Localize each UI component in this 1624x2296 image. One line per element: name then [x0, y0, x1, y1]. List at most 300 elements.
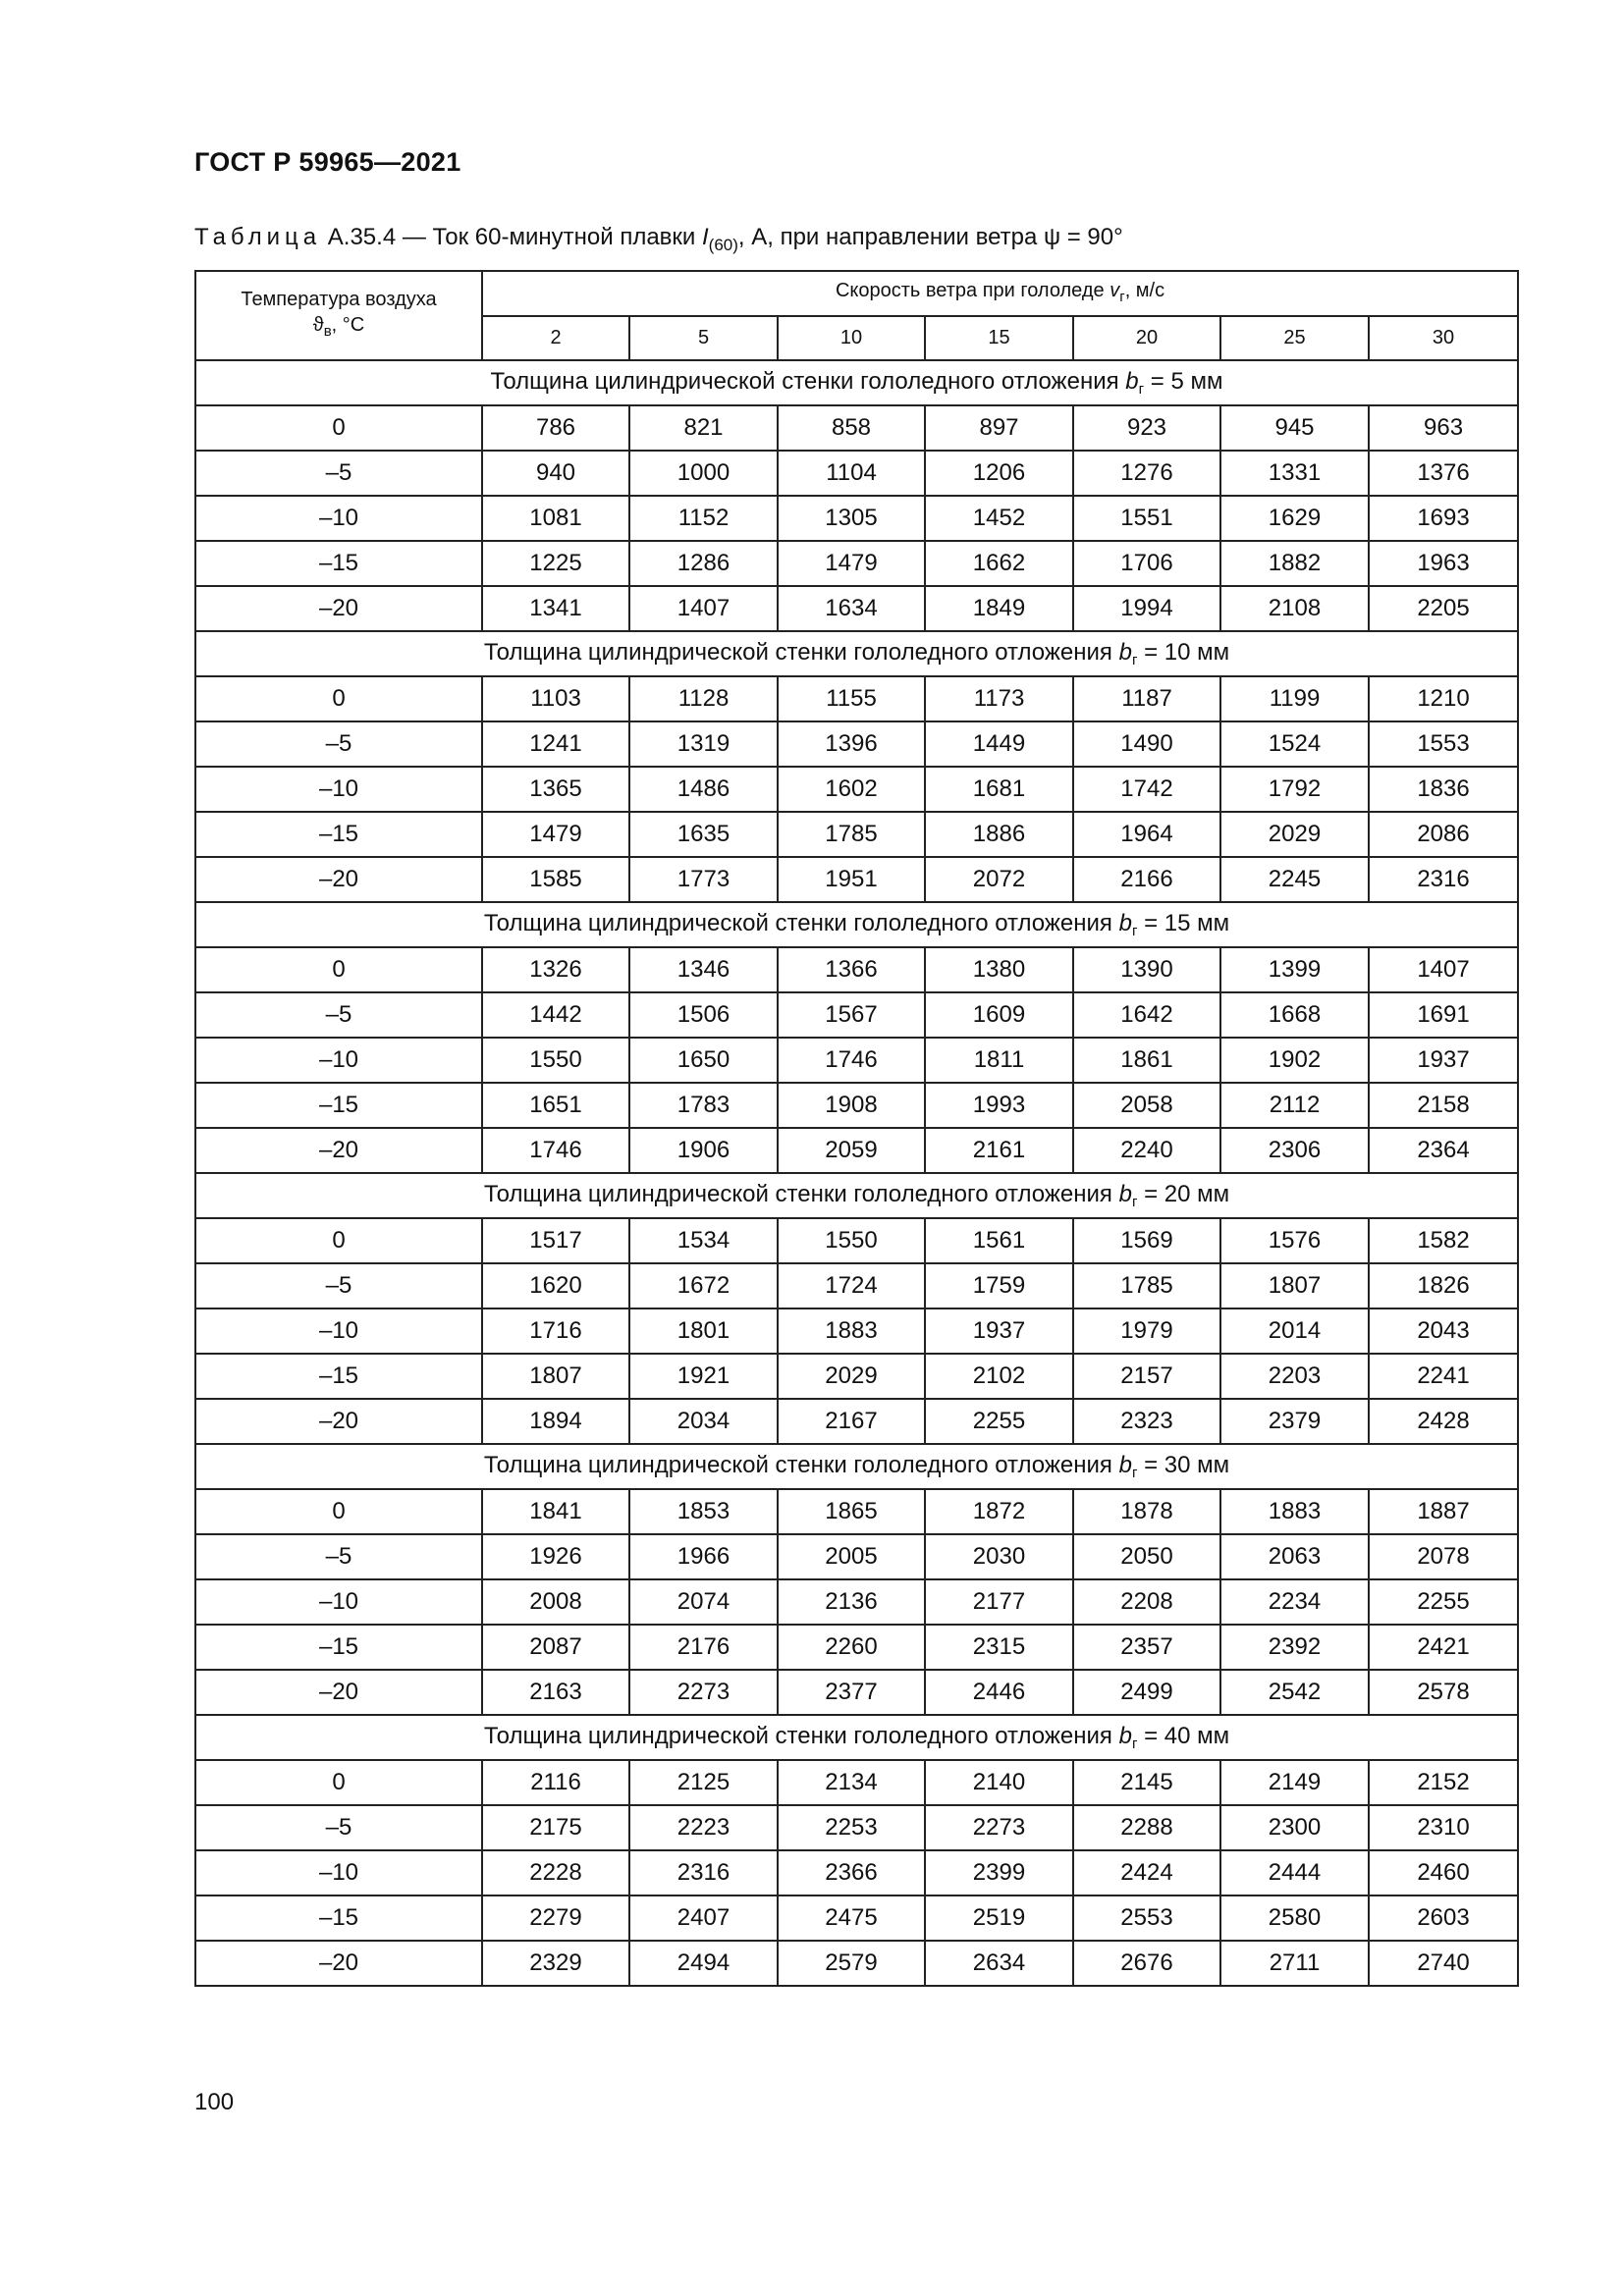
section-thickness-value: = 10 мм	[1137, 639, 1230, 666]
temperature-cell: –20	[195, 1670, 482, 1715]
current-value-cell: 2177	[925, 1579, 1073, 1625]
caption-text-after: , А, при направлении ветра ψ = 90°	[737, 224, 1123, 250]
current-value-cell: 1103	[482, 676, 629, 721]
current-value-cell: 1966	[629, 1534, 778, 1579]
current-value-cell: 2043	[1369, 1308, 1518, 1354]
current-value-cell: 1964	[1073, 812, 1220, 857]
section-thickness-symbol: b	[1118, 1181, 1132, 1207]
current-value-cell: 2578	[1369, 1670, 1518, 1715]
temperature-cell: –10	[195, 1850, 482, 1896]
current-value-cell: 897	[925, 405, 1073, 451]
caption-current-symbol: I	[702, 224, 709, 250]
document-code: ГОСТ Р 59965—2021	[194, 147, 461, 177]
current-value-cell: 1926	[482, 1534, 629, 1579]
current-value-cell: 2030	[925, 1534, 1073, 1579]
current-value-cell: 786	[482, 405, 629, 451]
current-value-cell: 2316	[1369, 857, 1518, 902]
current-value-cell: 1155	[778, 676, 925, 721]
current-value-cell: 1693	[1369, 496, 1518, 541]
wind-speed-unit: , м/с	[1124, 279, 1165, 301]
table-row	[195, 1308, 1518, 1354]
current-value-cell: 2034	[629, 1399, 778, 1444]
table-row	[195, 676, 1518, 721]
current-value-cell: 1706	[1073, 541, 1220, 586]
current-value-cell: 1479	[778, 541, 925, 586]
current-value-cell: 2136	[778, 1579, 925, 1625]
current-value-cell: 2074	[629, 1579, 778, 1625]
current-value-cell: 1849	[925, 586, 1073, 631]
current-value-cell: 2234	[1220, 1579, 1369, 1625]
section-header-label: Толщина цилиндрической стенки гололедного отложения	[483, 1723, 1119, 1749]
current-value-cell: 2519	[925, 1896, 1073, 1941]
wind-speed-column-header: 30	[1369, 316, 1518, 360]
current-value-cell: 2323	[1073, 1399, 1220, 1444]
current-value-cell: 2125	[629, 1760, 778, 1805]
section-header-label: Толщина цилиндрической стенки гололедного отложения	[483, 1452, 1119, 1478]
current-value-cell: 2315	[925, 1625, 1073, 1670]
current-value-cell: 1366	[778, 947, 925, 992]
current-value-cell: 1963	[1369, 541, 1518, 586]
current-value-cell: 1582	[1369, 1218, 1518, 1263]
temperature-symbol: ϑ	[312, 314, 324, 336]
current-value-cell: 1629	[1220, 496, 1369, 541]
wind-speed-column-header: 25	[1220, 316, 1369, 360]
current-value-cell: 2634	[925, 1941, 1073, 1986]
current-value-cell: 2329	[482, 1941, 629, 1986]
current-value-cell: 1550	[778, 1218, 925, 1263]
current-value-cell: 2108	[1220, 586, 1369, 631]
section-header-row	[195, 360, 1518, 405]
current-value-cell: 1210	[1369, 676, 1518, 721]
current-value-cell: 1452	[925, 496, 1073, 541]
current-value-cell: 2228	[482, 1850, 629, 1896]
section-thickness-value: = 20 мм	[1137, 1181, 1230, 1207]
current-value-cell: 2273	[629, 1670, 778, 1715]
section-thickness-symbol: b	[1125, 368, 1139, 395]
current-value-cell: 2255	[1369, 1579, 1518, 1625]
current-value-cell: 2711	[1220, 1941, 1369, 1986]
current-value-cell: 2542	[1220, 1670, 1369, 1715]
current-value-cell: 1742	[1073, 767, 1220, 812]
section-thickness-subscript: г	[1131, 923, 1138, 939]
current-value-cell: 1490	[1073, 721, 1220, 767]
current-value-cell: 1681	[925, 767, 1073, 812]
table-row	[195, 1489, 1518, 1534]
current-value-cell: 1517	[482, 1218, 629, 1263]
current-value-cell: 1376	[1369, 451, 1518, 496]
current-value-cell: 2166	[1073, 857, 1220, 902]
table-row	[195, 1534, 1518, 1579]
current-value-cell: 1486	[629, 767, 778, 812]
current-value-cell: 2161	[925, 1128, 1073, 1173]
wind-speed-symbol: v	[1110, 279, 1120, 301]
current-value-cell: 1759	[925, 1263, 1073, 1308]
current-value-cell: 2428	[1369, 1399, 1518, 1444]
current-value-cell: 2357	[1073, 1625, 1220, 1670]
current-value-cell: 2086	[1369, 812, 1518, 857]
current-value-cell: 2494	[629, 1941, 778, 1986]
current-value-cell: 2499	[1073, 1670, 1220, 1715]
current-value-cell: 945	[1220, 405, 1369, 451]
wind-speed-column-header: 5	[629, 316, 778, 360]
wind-speed-header-label: Скорость ветра при гололеде	[835, 279, 1110, 301]
table-row	[195, 1083, 1518, 1128]
current-value-cell: 2005	[778, 1534, 925, 1579]
current-value-cell: 1569	[1073, 1218, 1220, 1263]
current-value-cell: 1319	[629, 721, 778, 767]
current-value-cell: 2279	[482, 1896, 629, 1941]
current-value-cell: 1550	[482, 1038, 629, 1083]
current-value-cell: 2157	[1073, 1354, 1220, 1399]
table-row	[195, 1354, 1518, 1399]
wind-speed-column-header: 10	[778, 316, 925, 360]
caption-label: Таблица	[194, 224, 322, 250]
current-value-cell: 1173	[925, 676, 1073, 721]
table-row	[195, 405, 1518, 451]
temperature-cell: –20	[195, 586, 482, 631]
section-thickness-symbol: b	[1118, 639, 1132, 666]
temperature-cell: –10	[195, 767, 482, 812]
wind-speed-column-header: 2	[482, 316, 629, 360]
temperature-cell: 0	[195, 1218, 482, 1263]
current-value-cell: 2208	[1073, 1579, 1220, 1625]
current-value-cell: 2306	[1220, 1128, 1369, 1173]
table-row	[195, 857, 1518, 902]
section-header	[195, 360, 1518, 405]
current-value-cell: 1746	[778, 1038, 925, 1083]
current-value-cell: 2579	[778, 1941, 925, 1986]
section-header-row	[195, 902, 1518, 947]
current-value-cell: 2240	[1073, 1128, 1220, 1173]
current-value-cell: 1716	[482, 1308, 629, 1354]
table-row	[195, 812, 1518, 857]
table-row	[195, 1850, 1518, 1896]
current-value-cell: 1668	[1220, 992, 1369, 1038]
current-table	[194, 270, 1519, 1987]
current-value-cell: 1000	[629, 451, 778, 496]
current-value-cell: 1576	[1220, 1218, 1369, 1263]
section-header-label: Толщина цилиндрической стенки гололедного отложения	[483, 639, 1119, 666]
current-value-cell: 1807	[482, 1354, 629, 1399]
section-header-row	[195, 1444, 1518, 1489]
current-value-cell: 1872	[925, 1489, 1073, 1534]
current-value-cell: 1841	[482, 1489, 629, 1534]
current-value-cell: 2676	[1073, 1941, 1220, 1986]
temperature-cell: –5	[195, 1534, 482, 1579]
current-value-cell: 1853	[629, 1489, 778, 1534]
current-value-cell: 1407	[1369, 947, 1518, 992]
current-value-cell: 2163	[482, 1670, 629, 1715]
temperature-cell: –10	[195, 1579, 482, 1625]
current-value-cell: 1951	[778, 857, 925, 902]
current-value-cell: 1553	[1369, 721, 1518, 767]
section-thickness-value: = 15 мм	[1137, 910, 1230, 936]
current-value-cell: 1326	[482, 947, 629, 992]
current-value-cell: 1937	[1369, 1038, 1518, 1083]
temperature-cell: –10	[195, 1038, 482, 1083]
table-row	[195, 1941, 1518, 1986]
current-value-cell: 2008	[482, 1579, 629, 1625]
current-value-cell: 2087	[482, 1625, 629, 1670]
current-value-cell: 1807	[1220, 1263, 1369, 1308]
current-value-cell: 2176	[629, 1625, 778, 1670]
current-value-cell: 1792	[1220, 767, 1369, 812]
current-value-cell: 1662	[925, 541, 1073, 586]
current-value-cell: 1620	[482, 1263, 629, 1308]
current-value-cell: 1609	[925, 992, 1073, 1038]
current-value-cell: 2273	[925, 1805, 1073, 1850]
current-value-cell: 2460	[1369, 1850, 1518, 1896]
current-value-cell: 1104	[778, 451, 925, 496]
current-value-cell: 2580	[1220, 1896, 1369, 1941]
temperature-cell: –5	[195, 1263, 482, 1308]
section-header	[195, 1173, 1518, 1218]
current-value-cell: 2392	[1220, 1625, 1369, 1670]
current-value-cell: 2553	[1073, 1896, 1220, 1941]
temperature-cell: –10	[195, 496, 482, 541]
temperature-unit: , °С	[331, 314, 365, 336]
current-value-cell: 1635	[629, 812, 778, 857]
current-value-cell: 1811	[925, 1038, 1073, 1083]
current-value-cell: 1882	[1220, 541, 1369, 586]
current-value-cell: 1906	[629, 1128, 778, 1173]
current-value-cell: 2399	[925, 1850, 1073, 1896]
current-value-cell: 1634	[778, 586, 925, 631]
section-header-row	[195, 1173, 1518, 1218]
table-row	[195, 541, 1518, 586]
table-row	[195, 1760, 1518, 1805]
current-value-cell: 2167	[778, 1399, 925, 1444]
current-value-cell: 1650	[629, 1038, 778, 1083]
section-header	[195, 902, 1518, 947]
wind-speed-column-header: 15	[925, 316, 1073, 360]
temperature-cell: –15	[195, 1354, 482, 1399]
current-value-cell: 1886	[925, 812, 1073, 857]
current-value-cell: 1346	[629, 947, 778, 992]
current-value-cell: 1878	[1073, 1489, 1220, 1534]
section-thickness-value: = 40 мм	[1137, 1723, 1230, 1749]
current-value-cell: 1887	[1369, 1489, 1518, 1534]
wind-speed-column-header: 20	[1073, 316, 1220, 360]
current-value-cell: 2078	[1369, 1534, 1518, 1579]
temperature-symbol-subscript: в	[323, 323, 332, 340]
current-value-cell: 1152	[629, 496, 778, 541]
section-thickness-value: = 30 мм	[1137, 1452, 1230, 1478]
temperature-cell: –5	[195, 451, 482, 496]
current-value-cell: 1341	[482, 586, 629, 631]
current-value-cell: 2253	[778, 1805, 925, 1850]
current-value-cell: 2072	[925, 857, 1073, 902]
current-value-cell: 2260	[778, 1625, 925, 1670]
current-value-cell: 2205	[1369, 586, 1518, 631]
current-value-cell: 1206	[925, 451, 1073, 496]
temperature-cell: –20	[195, 1941, 482, 1986]
section-header-row	[195, 631, 1518, 676]
table-row	[195, 767, 1518, 812]
current-value-cell: 2158	[1369, 1083, 1518, 1128]
table-row	[195, 1218, 1518, 1263]
temperature-cell: –15	[195, 1083, 482, 1128]
current-value-cell: 1561	[925, 1218, 1073, 1263]
current-value-cell: 2379	[1220, 1399, 1369, 1444]
table-row	[195, 496, 1518, 541]
current-value-cell: 1921	[629, 1354, 778, 1399]
current-value-cell: 1836	[1369, 767, 1518, 812]
current-value-cell: 2740	[1369, 1941, 1518, 1986]
temperature-cell: 0	[195, 947, 482, 992]
current-value-cell: 1199	[1220, 676, 1369, 721]
current-value-cell: 2116	[482, 1760, 629, 1805]
current-value-cell: 1902	[1220, 1038, 1369, 1083]
current-value-cell: 2603	[1369, 1896, 1518, 1941]
current-value-cell: 2112	[1220, 1083, 1369, 1128]
current-value-cell: 2014	[1220, 1308, 1369, 1354]
current-value-cell: 1407	[629, 586, 778, 631]
current-value-cell: 1081	[482, 496, 629, 541]
current-value-cell: 1449	[925, 721, 1073, 767]
current-value-cell: 2029	[778, 1354, 925, 1399]
section-header-label: Толщина цилиндрической стенки гололедного отложения	[483, 910, 1119, 936]
section-thickness-symbol: b	[1118, 910, 1132, 936]
current-value-cell: 2145	[1073, 1760, 1220, 1805]
current-value-cell: 1724	[778, 1263, 925, 1308]
current-value-cell: 2134	[778, 1760, 925, 1805]
current-value-cell: 1331	[1220, 451, 1369, 496]
current-value-cell: 1585	[482, 857, 629, 902]
current-value-cell: 1551	[1073, 496, 1220, 541]
section-header	[195, 631, 1518, 676]
current-value-cell: 2255	[925, 1399, 1073, 1444]
current-value-cell: 2424	[1073, 1850, 1220, 1896]
current-value-cell: 1826	[1369, 1263, 1518, 1308]
table-row	[195, 1896, 1518, 1941]
section-header	[195, 1715, 1518, 1760]
current-value-cell: 1442	[482, 992, 629, 1038]
section-thickness-subscript: г	[1131, 652, 1138, 668]
current-value-cell: 2149	[1220, 1760, 1369, 1805]
current-value-cell: 1894	[482, 1399, 629, 1444]
temperature-cell: 0	[195, 1760, 482, 1805]
current-value-cell: 2421	[1369, 1625, 1518, 1670]
page-number: 100	[194, 2089, 235, 2115]
current-value-cell: 2058	[1073, 1083, 1220, 1128]
current-value-cell: 2223	[629, 1805, 778, 1850]
temperature-cell: –15	[195, 541, 482, 586]
temperature-cell: –5	[195, 1805, 482, 1850]
table-row	[195, 1670, 1518, 1715]
current-value-cell: 1994	[1073, 586, 1220, 631]
current-value-cell: 1651	[482, 1083, 629, 1128]
temperature-cell: –20	[195, 1399, 482, 1444]
current-value-cell: 2288	[1073, 1805, 1220, 1850]
temperature-cell: 0	[195, 676, 482, 721]
current-value-cell: 2316	[629, 1850, 778, 1896]
temperature-cell: –15	[195, 1896, 482, 1941]
current-value-cell: 2029	[1220, 812, 1369, 857]
table-row	[195, 1399, 1518, 1444]
table-caption	[194, 224, 1123, 255]
current-value-cell: 2102	[925, 1354, 1073, 1399]
section-header-label: Толщина цилиндрической стенки гололедного отложения	[483, 1181, 1119, 1207]
current-value-cell: 963	[1369, 405, 1518, 451]
current-value-cell: 1479	[482, 812, 629, 857]
current-value-cell: 1785	[1073, 1263, 1220, 1308]
current-value-cell: 1305	[778, 496, 925, 541]
current-value-cell: 821	[629, 405, 778, 451]
table-row	[195, 992, 1518, 1038]
current-value-cell: 1773	[629, 857, 778, 902]
section-thickness-subscript: г	[1131, 1465, 1138, 1481]
current-value-cell: 1783	[629, 1083, 778, 1128]
section-header-label: Толщина цилиндрической стенки гололедного отложения	[490, 368, 1126, 395]
section-header-row	[195, 1715, 1518, 1760]
table-row	[195, 1805, 1518, 1850]
current-value-cell: 2300	[1220, 1805, 1369, 1850]
table-row	[195, 947, 1518, 992]
temperature-cell: –5	[195, 992, 482, 1038]
current-value-cell: 2175	[482, 1805, 629, 1850]
current-value-cell: 1506	[629, 992, 778, 1038]
current-value-cell: 1672	[629, 1263, 778, 1308]
table-row	[195, 1128, 1518, 1173]
current-value-cell: 1883	[778, 1308, 925, 1354]
wind-speed-symbol-subscript: г	[1119, 288, 1125, 305]
temperature-cell: –15	[195, 812, 482, 857]
current-value-cell: 1390	[1073, 947, 1220, 992]
current-value-cell: 1979	[1073, 1308, 1220, 1354]
table-row	[195, 1579, 1518, 1625]
current-value-cell: 940	[482, 451, 629, 496]
current-value-cell: 923	[1073, 405, 1220, 451]
current-value-cell: 858	[778, 405, 925, 451]
current-value-cell: 2241	[1369, 1354, 1518, 1399]
current-value-cell: 1691	[1369, 992, 1518, 1038]
current-value-cell: 1746	[482, 1128, 629, 1173]
temperature-cell: 0	[195, 1489, 482, 1534]
section-thickness-subscript: г	[1131, 1194, 1138, 1210]
current-value-cell: 1225	[482, 541, 629, 586]
current-value-cell: 1365	[482, 767, 629, 812]
current-value-cell: 1286	[629, 541, 778, 586]
current-value-cell: 2377	[778, 1670, 925, 1715]
temperature-cell: –5	[195, 721, 482, 767]
caption-current-subscript: (60)	[708, 236, 738, 254]
current-value-cell: 1276	[1073, 451, 1220, 496]
current-value-cell: 1908	[778, 1083, 925, 1128]
current-value-cell: 2203	[1220, 1354, 1369, 1399]
temperature-cell: –15	[195, 1625, 482, 1670]
current-value-cell: 2407	[629, 1896, 778, 1941]
current-value-cell: 2366	[778, 1850, 925, 1896]
temperature-cell: –20	[195, 1128, 482, 1173]
section-thickness-subscript: г	[1131, 1735, 1138, 1752]
current-value-cell: 1801	[629, 1308, 778, 1354]
current-value-cell: 1396	[778, 721, 925, 767]
current-value-cell: 2063	[1220, 1534, 1369, 1579]
temperature-cell: 0	[195, 405, 482, 451]
current-value-cell: 1785	[778, 812, 925, 857]
table-row	[195, 451, 1518, 496]
current-value-cell: 1993	[925, 1083, 1073, 1128]
table-row	[195, 1263, 1518, 1308]
current-value-cell: 1187	[1073, 676, 1220, 721]
temperature-header	[195, 271, 482, 360]
current-value-cell: 1937	[925, 1308, 1073, 1354]
current-value-cell: 1524	[1220, 721, 1369, 767]
table-row	[195, 721, 1518, 767]
current-value-cell: 2059	[778, 1128, 925, 1173]
table-row	[195, 586, 1518, 631]
